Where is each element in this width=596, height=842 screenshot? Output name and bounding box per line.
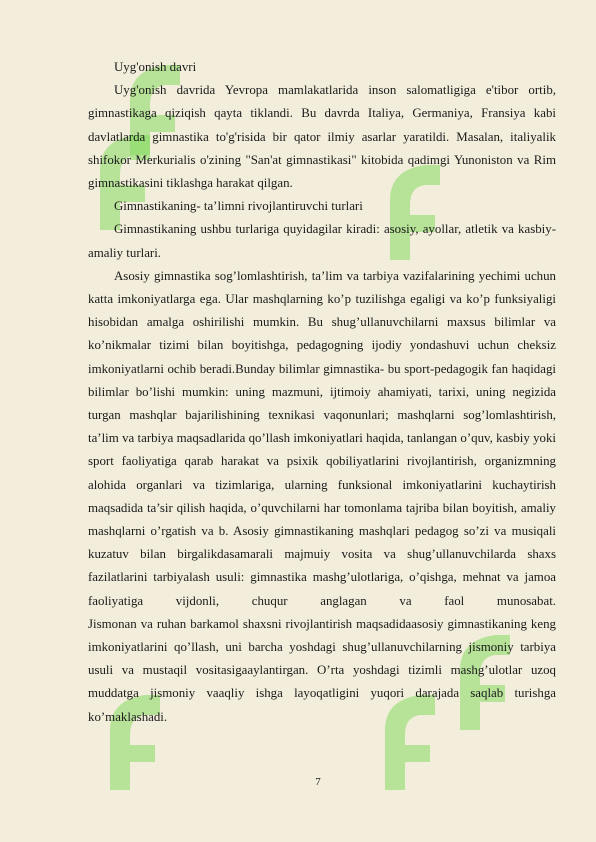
section-heading: Uyg'onish davri <box>114 60 197 74</box>
page-body <box>88 56 556 729</box>
body-paragraph: Gimnastikaning ushbu turlariga quyidagilar kiradi: asosiy, ayollar, atletik va kasbiy-amaliy turlari. <box>88 222 556 260</box>
body-paragraph: Jismonan va ruhan barkamol shaxsni rivojlantirish maqsadidaasosiy gimnastikaning keng imkoniyatlarini qo’llash, uni barcha yoshdagi shug’ullanuvchilarning jismoniy tarbiya usuli va mustaqil vositasigaaylantirgan. O’rta yoshdagi tizimli mashg’ulotlar uzoq muddatga jismoniy vaaqliy ishga layoqatligini yuqori darajada saqlab turishga ko’maklashadi. <box>88 616 556 724</box>
page-number: 7 <box>315 776 321 788</box>
section-heading: Gimnastikaning- ta’limni rivojlantiruvchi turlari <box>114 199 363 214</box>
body-paragraph: Uyg'onish davrida Yevropa mamlakatlarida inson salomatligiga e'tibor ortib, gimnastikaga qiziqish qayta tiklandi. Bu davrda Italiya, Germaniya, Fransiya kabi davlatlarda gimnastika to'g'risida bir qator ilmiy asarlar yaratildi. Masalan, italiyalik shifokor Merkurialis o'zining "San'at gimnastikasi" kitobida qadimgi Yunoniston va Rim gimnastikasini tiklashga harakat qilgan. <box>88 83 556 191</box>
body-paragraph: Asosiy gimnastika sog’lomlashtirish, ta’lim va tarbiya vazifalarining yechimi uchun katta imkoniyatlarga ega. Ular mashqlarning ko’p tuzilishga egaligi va ko’p funksiyaligi hisobidan amalga oshirilishi mumkin. Bu shug’ullanuvchilarni maxsus bilimlar va ko’nikmalar tizimi bilan boyitishga, pedagogning ijodiy yondashuvi uchun cheksiz imkoniyatlarni ochib beradi.Bunday bilimlar gimnastika- bu sport-pedagogik fan haqidagi bilimlar bo’lishi mumkin: uning mazmuni, ijtimoiy ahamiyati, tarixi, uning negizida turgan mashqlar bajarilishining texnikasi vaqonunlari; mashqlarni sog’lomlashtirish, ta’lim va tarbiya maqsadlarida qo’llash imkoniyatlari haqida, tanlangan o’quv, kasbiy yoki sport faoliyatiga qarab harakat va psixik qobiliyatlarini rivojlantirish, organizmning alohida organlari va tizimlariga, ularning funksional imkoniyatlarini kuchaytirish maqsadida ta’sir qilish haqida, o’quvchilarni har tomonlama tajriba bilan boyitish, amaliy mashqlarni o’rgatish va b. Asosiy gimnastikaning mashqlari pedagog so’zi va musiqali kuzatuv bilan birgalikdasamarali majmuiy vosita va shug’ullanuvchilarda shaxs fazilatlarini tarbiyalash usuli: gimnastika mashg’ulotlariga, o’qishga, mehnat va jamoa faoliyatiga vijdonli, chuqur anglagan va faol munosabat. <box>88 268 556 608</box>
